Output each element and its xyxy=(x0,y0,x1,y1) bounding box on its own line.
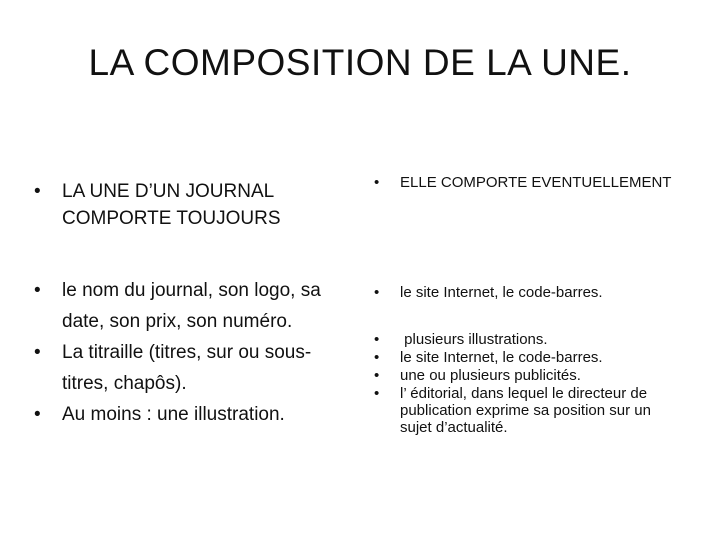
bullet-icon: • xyxy=(34,280,41,301)
left-item xyxy=(20,275,360,337)
left-item xyxy=(20,399,360,430)
bullet-icon: • xyxy=(374,385,380,402)
left-heading-list xyxy=(20,178,350,232)
bullet-icon: • xyxy=(34,181,41,202)
bullet-icon: • xyxy=(34,404,41,425)
left-heading-text: LA UNE D’UN JOURNAL COMPORTE TOUJOURS xyxy=(62,181,281,229)
left-item-text: le nom du journal, son logo, sa date, son prix, son numéro. xyxy=(62,280,321,332)
right-item xyxy=(360,367,680,384)
right-item xyxy=(360,385,680,436)
left-heading xyxy=(20,178,350,232)
right-item xyxy=(360,331,680,348)
right-item-text: le site Internet, le code-barres. xyxy=(400,349,603,366)
left-items-list xyxy=(20,275,360,430)
right-item-text: l’ éditorial, dans lequel le directeur de publication exprime sa position sur un sujet d’actualité. xyxy=(400,385,651,436)
bullet-icon: • xyxy=(374,331,380,348)
bullet-icon: • xyxy=(374,174,380,191)
right-heading xyxy=(360,175,700,191)
bullet-icon: • xyxy=(34,342,41,363)
right-single-text: le site Internet, le code-barres. xyxy=(400,284,603,301)
slide-title: LA COMPOSITION DE LA UNE. xyxy=(88,42,632,83)
right-heading-text: ELLE COMPORTE EVENTUELLEMENT xyxy=(400,174,672,191)
left-item xyxy=(20,337,360,399)
left-item-text: La titraille (titres, sur ou sous- titres, chapôs). xyxy=(62,342,312,394)
right-single-item xyxy=(360,283,700,303)
bullet-icon: • xyxy=(374,367,380,384)
right-item xyxy=(360,349,680,366)
bullet-icon: • xyxy=(374,349,380,366)
right-items-list xyxy=(360,331,680,437)
left-item-text: Au moins : une illustration. xyxy=(62,404,285,425)
right-item-text: plusieurs illustrations. xyxy=(400,331,548,348)
right-heading-list xyxy=(360,175,700,191)
right-single-list xyxy=(360,283,700,303)
bullet-icon: • xyxy=(374,284,380,301)
right-item-text: une ou plusieurs publicités. xyxy=(400,367,581,384)
